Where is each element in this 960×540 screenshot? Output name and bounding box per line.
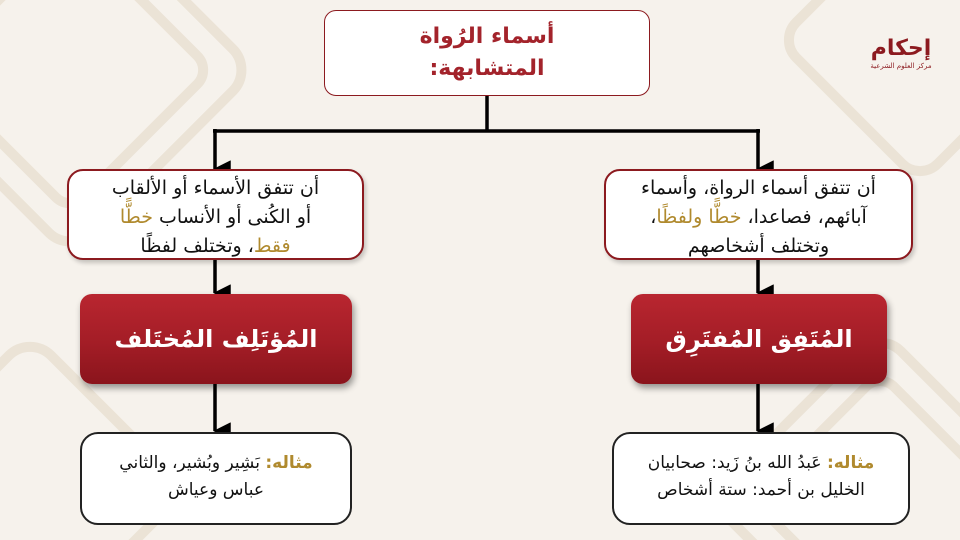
logo: [862, 20, 940, 90]
example-right-line-1-text: عَبدُ الله بنُ زَيد: صحابيان: [647, 453, 827, 473]
example-right-line-2: الخليل بن أحمد: ستة أشخاص: [657, 480, 865, 500]
definition-right-line-2-text: آبائهم، فصاعدا،: [741, 206, 867, 228]
definition-box-left: [67, 169, 364, 260]
definition-right-highlight: خطًّا ولفظًا: [656, 206, 742, 228]
term-box-right: المُتَفِق المُفتَرِق: [631, 294, 887, 384]
definition-left-line-1: أن تتفق الأسماء أو الألقاب: [111, 177, 320, 199]
definition-right-line-2: [606, 203, 911, 232]
definition-left-line-3: [69, 232, 362, 261]
logo-name: إحكام: [870, 36, 932, 61]
definition-left-line-2: [69, 203, 362, 232]
example-left-line-2: عباس وعياش: [167, 480, 265, 500]
term-box-left: المُؤتَلِف المُختَلف: [80, 294, 352, 384]
example-left-line-1: [82, 450, 350, 477]
definition-left-line-2-text: أو الكُنى أو الأنساب: [152, 206, 312, 228]
example-left-label: مثاله:: [265, 453, 313, 473]
definition-left-highlight-2: فقط: [253, 235, 291, 257]
definition-left-highlight-1: خطًّا: [119, 206, 153, 228]
example-box-left: [80, 432, 352, 525]
example-box-right: [612, 432, 910, 525]
definition-right-line-2-end: ،: [650, 206, 657, 228]
definition-box-right: [604, 169, 913, 260]
definition-right-line-3: وتختلف أشخاصهم: [687, 235, 830, 257]
example-right-label: مثاله:: [826, 453, 875, 473]
title-line-2: المتشابهة:: [429, 56, 545, 81]
logo-subtitle: مركز العلوم الشرعية: [870, 62, 932, 70]
definition-right-line-1: أن تتفق أسماء الرواة، وأسماء: [641, 177, 876, 199]
title-line-1: أسماء الرُواة: [419, 24, 555, 49]
definition-left-line-3-text: ، وتختلف لفظًا: [140, 235, 254, 257]
example-right-line-1: [614, 450, 908, 477]
title-box: [324, 10, 650, 96]
example-left-line-1-text: بَشِير وبُشير، والثاني: [119, 453, 266, 473]
